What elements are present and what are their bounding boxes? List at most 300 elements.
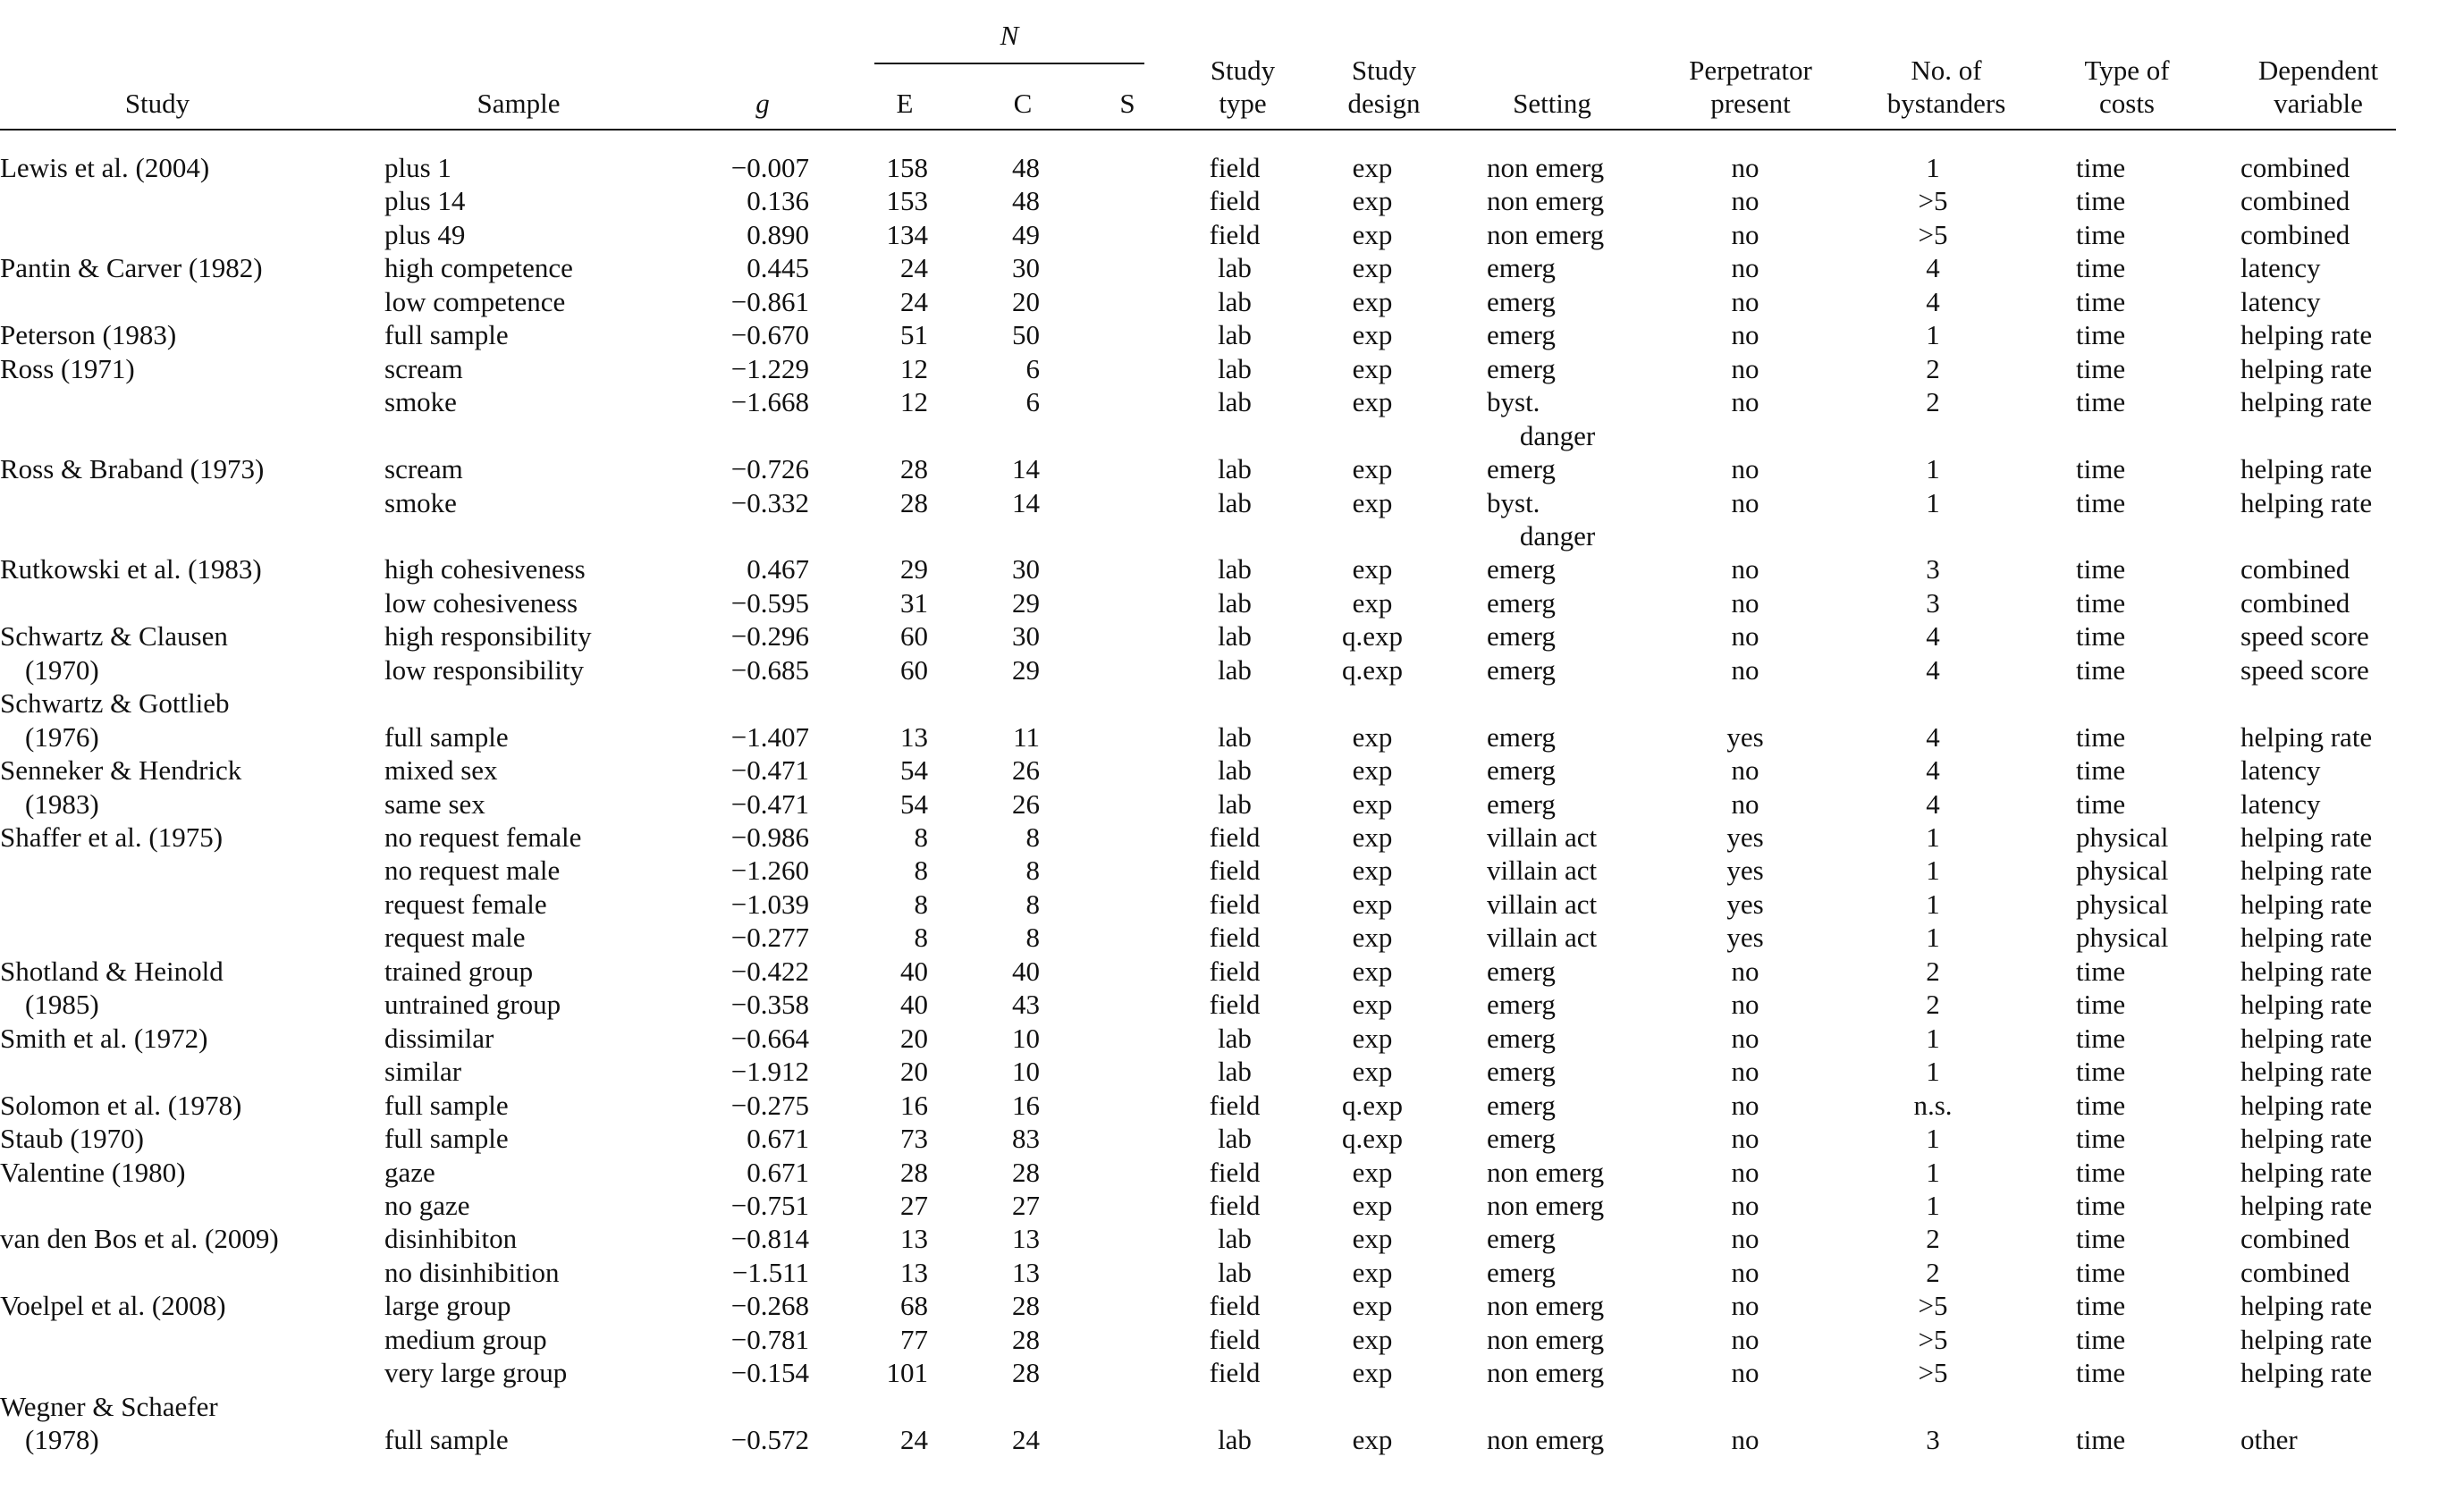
cell-e: 12: [900, 386, 928, 417]
cell-costs: time: [2076, 152, 2126, 183]
cell-dependent-variable: helping rate: [2240, 1123, 2373, 1154]
cell-study-design: exp: [1352, 721, 1393, 753]
cell-sample: same sex: [384, 788, 485, 820]
cell-costs: time: [2076, 1023, 2126, 1054]
cell-study-design: exp: [1352, 319, 1393, 350]
cell-dependent-variable: helping rate: [2240, 1324, 2373, 1355]
cell-e: 31: [900, 587, 928, 619]
cell-g: 0.671: [747, 1123, 809, 1154]
cell-perpetrator: no: [1731, 185, 1759, 216]
cell-setting: emerg: [1487, 1257, 1556, 1288]
cell-perpetrator: no: [1731, 1357, 1759, 1388]
cell-e: 153: [886, 185, 928, 216]
cell-study: van den Bos et al. (2009): [0, 1223, 279, 1254]
cell-c: 10: [1012, 1023, 1040, 1054]
cell-e: 20: [900, 1023, 928, 1054]
cell-study-type: lab: [1218, 754, 1252, 786]
cell-setting: emerg: [1487, 353, 1556, 384]
cell-dependent-variable: latency: [2240, 252, 2321, 283]
cell-e: 12: [900, 353, 928, 384]
cell-e: 73: [900, 1123, 928, 1154]
cell-sample: no request male: [384, 855, 561, 886]
cell-perpetrator: no: [1731, 219, 1759, 250]
cell-study: Solomon et al. (1978): [0, 1090, 242, 1121]
cell-study-type: field: [1209, 1290, 1261, 1321]
cell-study-design: exp: [1352, 553, 1393, 585]
cell-perpetrator: no: [1731, 487, 1759, 518]
cell-sample: high competence: [384, 252, 573, 283]
cell-e: 8: [914, 821, 928, 853]
cell-study-design: exp: [1352, 821, 1393, 853]
cell-study-type: lab: [1218, 286, 1252, 317]
cell-costs: time: [2076, 788, 2126, 820]
cell-study: Voelpel et al. (2008): [0, 1290, 226, 1321]
cell-study: Valentine (1980): [0, 1157, 186, 1188]
cell-setting: emerg: [1487, 721, 1556, 753]
cell-dependent-variable: latency: [2240, 286, 2321, 317]
cell-e: 24: [900, 286, 928, 317]
cell-study: Shaffer et al. (1975): [0, 821, 224, 853]
header-bystanders-1: No. of: [1911, 55, 1982, 86]
cell-dependent-variable: helping rate: [2240, 386, 2373, 417]
cell-study: Ross & Braband (1973): [0, 453, 265, 484]
cell-sample: high responsibility: [384, 620, 592, 652]
cell-study: (1976): [25, 721, 99, 753]
cell-dependent-variable: helping rate: [2240, 821, 2373, 853]
cell-perpetrator: no: [1731, 1123, 1759, 1154]
cell-g: −0.670: [730, 319, 809, 350]
cell-c: 43: [1012, 989, 1040, 1020]
cell-study-design: exp: [1352, 453, 1393, 484]
cell-e: 68: [900, 1290, 928, 1321]
cell-study-design: exp: [1352, 1056, 1393, 1087]
cell-dependent-variable: helping rate: [2240, 487, 2373, 518]
cell-study-design: exp: [1352, 788, 1393, 820]
cell-study-design: exp: [1352, 1157, 1393, 1188]
cell-perpetrator: no: [1731, 1056, 1759, 1087]
cell-e: 28: [900, 453, 928, 484]
cell-setting: non emerg: [1487, 185, 1605, 216]
header-g: g: [755, 88, 770, 119]
cell-study-type: field: [1209, 888, 1261, 920]
cell-costs: time: [2076, 1324, 2126, 1355]
cell-g: 0.467: [747, 553, 809, 585]
cell-c: 26: [1012, 788, 1040, 820]
cell-sample: full sample: [384, 1424, 509, 1455]
cell-bystanders: >5: [1918, 185, 1948, 216]
cell-c: 50: [1012, 319, 1040, 350]
cell-g: −0.595: [730, 587, 809, 619]
cell-c: 28: [1012, 1357, 1040, 1388]
cell-setting: non emerg: [1487, 1324, 1605, 1355]
cell-setting: emerg: [1487, 1023, 1556, 1054]
cell-study-type: field: [1209, 1324, 1261, 1355]
cell-sample: disinhibiton: [384, 1223, 518, 1254]
cell-bystanders: 4: [1926, 252, 1940, 283]
cell-study-design: exp: [1352, 1190, 1393, 1221]
cell-e: 8: [914, 888, 928, 920]
cell-g: −1.229: [730, 353, 809, 384]
cell-setting: emerg: [1487, 754, 1556, 786]
cell-dependent-variable: latency: [2240, 788, 2321, 820]
cell-study-type: field: [1209, 1357, 1261, 1388]
cell-dependent-variable: helping rate: [2240, 319, 2373, 350]
cell-study-type: field: [1209, 1090, 1261, 1121]
cell-study-design: exp: [1352, 956, 1393, 987]
cell-study-design: exp: [1352, 1424, 1393, 1455]
cell-study: (1983): [25, 788, 99, 820]
cell-sample: full sample: [384, 319, 509, 350]
cell-sample: smoke: [384, 386, 457, 417]
cell-costs: time: [2076, 1090, 2126, 1121]
cell-perpetrator: no: [1731, 620, 1759, 652]
cell-e: 60: [900, 654, 928, 686]
cell-c: 30: [1012, 553, 1040, 585]
cell-bystanders: 1: [1926, 922, 1940, 953]
cell-costs: time: [2076, 1257, 2126, 1288]
cell-bystanders: 4: [1926, 286, 1940, 317]
cell-setting: emerg: [1487, 252, 1556, 283]
cell-costs: time: [2076, 386, 2126, 417]
cell-costs: time: [2076, 956, 2126, 987]
header-perpetrator-1: Perpetrator: [1689, 55, 1812, 86]
cell-e: 158: [886, 152, 928, 183]
cell-sample: no disinhibition: [384, 1257, 560, 1288]
cell-sample: request male: [384, 922, 526, 953]
cell-g: −1.511: [731, 1257, 809, 1288]
cell-bystanders: 2: [1926, 956, 1940, 987]
cell-g: −0.814: [730, 1223, 809, 1254]
cell-sample: gaze: [384, 1157, 435, 1188]
cell-dependent-variable: combined: [2240, 1257, 2350, 1288]
cell-e: 24: [900, 1424, 928, 1455]
cell-dependent-variable: combined: [2240, 587, 2350, 619]
cell-setting: villain act: [1487, 922, 1598, 953]
cell-perpetrator: no: [1731, 1157, 1759, 1188]
header-setting: Setting: [1513, 88, 1591, 119]
cell-costs: time: [2076, 319, 2126, 350]
cell-bystanders: 1: [1926, 1157, 1940, 1188]
cell-dependent-variable: helping rate: [2240, 721, 2373, 753]
cell-bystanders: 4: [1926, 788, 1940, 820]
header-s: S: [1119, 88, 1135, 119]
cell-study-type: field: [1209, 1157, 1261, 1188]
cell-dependent-variable: combined: [2240, 185, 2350, 216]
cell-study: Schwartz & Clausen: [0, 620, 228, 652]
cell-c: 14: [1012, 487, 1040, 518]
cell-c: 26: [1012, 754, 1040, 786]
cell-study-type: lab: [1218, 788, 1252, 820]
cell-study-type: lab: [1218, 1223, 1252, 1254]
cell-study-type: lab: [1218, 620, 1252, 652]
cell-costs: time: [2076, 185, 2126, 216]
cell-study: Lewis et al. (2004): [0, 152, 210, 183]
cell-costs: time: [2076, 1190, 2126, 1221]
cell-perpetrator: no: [1731, 252, 1759, 283]
cell-study: Smith et al. (1972): [0, 1023, 208, 1054]
cell-g: −1.260: [730, 855, 809, 886]
cell-c: 48: [1012, 185, 1040, 216]
cell-study-type: field: [1209, 219, 1261, 250]
cell-sample: no request female: [384, 821, 582, 853]
cell-study-design: q.exp: [1341, 1090, 1404, 1121]
cell-study-design: exp: [1352, 587, 1393, 619]
cell-sample: very large group: [384, 1357, 568, 1388]
cell-e: 54: [900, 788, 928, 820]
cell-study: Staub (1970): [0, 1123, 145, 1154]
cell-costs: time: [2076, 754, 2126, 786]
cell-perpetrator: no: [1731, 1190, 1759, 1221]
cell-study-design: exp: [1352, 1324, 1393, 1355]
cell-costs: physical: [2076, 821, 2169, 853]
cell-sample: plus 14: [384, 185, 466, 216]
cell-e: 29: [900, 553, 928, 585]
cell-c: 29: [1012, 587, 1040, 619]
cell-study-type: lab: [1218, 1424, 1252, 1455]
cell-e: 60: [900, 620, 928, 652]
cell-perpetrator: no: [1731, 286, 1759, 317]
cell-g: −0.332: [730, 487, 809, 518]
cell-dependent-variable: speed score: [2240, 654, 2369, 686]
cell-c: 13: [1012, 1223, 1040, 1254]
header-dv-2: variable: [2274, 88, 2363, 119]
cell-study-type: lab: [1218, 319, 1252, 350]
cell-bystanders: 3: [1926, 1424, 1940, 1455]
cell-sample: low competence: [384, 286, 566, 317]
cell-perpetrator: no: [1731, 553, 1759, 585]
cell-e: 51: [900, 319, 928, 350]
cell-g: −0.358: [730, 989, 809, 1020]
header-costs-2: costs: [2099, 88, 2155, 119]
cell-costs: time: [2076, 654, 2126, 686]
header-dv-1: Dependent: [2257, 55, 2379, 86]
cell-g: −0.781: [730, 1324, 809, 1355]
cell-sample: high cohesiveness: [384, 553, 586, 585]
cell-c: 27: [1012, 1190, 1040, 1221]
cell-e: 24: [900, 252, 928, 283]
cell-study-type: field: [1209, 956, 1261, 987]
cell-dependent-variable: combined: [2240, 1223, 2350, 1254]
cell-bystanders: 1: [1926, 888, 1940, 920]
cell-setting: emerg: [1487, 989, 1556, 1020]
cell-c: 16: [1012, 1090, 1040, 1121]
cell-e: 28: [900, 487, 928, 518]
cell-c: 8: [1025, 855, 1040, 886]
cell-costs: time: [2076, 553, 2126, 585]
cell-g: −1.668: [730, 386, 809, 417]
cell-sample: full sample: [384, 721, 509, 753]
cell-perpetrator: no: [1731, 754, 1759, 786]
cell-sample: scream: [384, 353, 463, 384]
cell-costs: time: [2076, 620, 2126, 652]
header-rule: [0, 129, 2396, 131]
cell-study-design: exp: [1352, 1223, 1393, 1254]
cell-dependent-variable: helping rate: [2240, 989, 2373, 1020]
cell-perpetrator: yes: [1726, 888, 1764, 920]
cell-bystanders: 4: [1926, 721, 1940, 753]
header-study-type-1: Study: [1210, 55, 1276, 86]
cell-setting: non emerg: [1487, 1290, 1605, 1321]
cell-study-design: exp: [1352, 353, 1393, 384]
cell-e: 20: [900, 1056, 928, 1087]
cell-g: −0.296: [730, 620, 809, 652]
cell-g: −0.471: [730, 754, 809, 786]
cell-setting: emerg: [1487, 1090, 1556, 1121]
cell-study-type: lab: [1218, 453, 1252, 484]
cell-setting: emerg: [1487, 286, 1556, 317]
cell-perpetrator: no: [1731, 587, 1759, 619]
header-c: C: [1013, 88, 1033, 119]
cell-study: Pantin & Carver (1982): [0, 252, 263, 283]
cell-study-design: exp: [1352, 286, 1393, 317]
cell-perpetrator: yes: [1726, 821, 1764, 853]
cell-sample: mixed sex: [384, 754, 498, 786]
cell-c: 49: [1012, 219, 1040, 250]
cell-perpetrator: no: [1731, 1424, 1759, 1455]
cell-study-design: q.exp: [1341, 654, 1404, 686]
cell-setting: emerg: [1487, 620, 1556, 652]
cell-study: (1985): [25, 989, 99, 1020]
cell-e: 27: [900, 1190, 928, 1221]
cell-perpetrator: no: [1731, 386, 1759, 417]
cell-bystanders: 2: [1926, 1223, 1940, 1254]
cell-g: −0.277: [730, 922, 809, 953]
cell-sample: large group: [384, 1290, 511, 1321]
header-study-design-1: Study: [1351, 55, 1417, 86]
cell-c: 6: [1025, 386, 1040, 417]
cell-g: −0.572: [730, 1424, 809, 1455]
cell-g: −0.268: [730, 1290, 809, 1321]
cell-sample: low cohesiveness: [384, 587, 578, 619]
cell-setting: emerg: [1487, 587, 1556, 619]
cell-study: (1970): [25, 654, 99, 686]
cell-c: 48: [1012, 152, 1040, 183]
cell-c: 20: [1012, 286, 1040, 317]
header-bystanders-2: bystanders: [1886, 88, 2006, 119]
cell-study-type: lab: [1218, 353, 1252, 384]
cell-bystanders: 1: [1926, 1123, 1940, 1154]
cell-g: −1.912: [730, 1056, 809, 1087]
cell-c: 28: [1012, 1290, 1040, 1321]
cell-study-design: exp: [1352, 754, 1393, 786]
cell-perpetrator: no: [1731, 989, 1759, 1020]
cell-study-design: exp: [1352, 888, 1393, 920]
cell-costs: time: [2076, 252, 2126, 283]
cell-dependent-variable: helping rate: [2240, 353, 2373, 384]
cell-bystanders: 3: [1926, 587, 1940, 619]
header-e: E: [896, 88, 914, 119]
cell-c: 40: [1012, 956, 1040, 987]
cell-perpetrator: no: [1731, 788, 1759, 820]
cell-costs: physical: [2076, 922, 2169, 953]
header-costs-1: Type of: [2084, 55, 2170, 86]
cell-bystanders: 4: [1926, 620, 1940, 652]
cell-study: Peterson (1983): [0, 319, 177, 350]
cell-costs: time: [2076, 353, 2126, 384]
cell-study-design: exp: [1352, 1257, 1393, 1288]
cell-costs: time: [2076, 587, 2126, 619]
cell-bystanders: >5: [1918, 1324, 1948, 1355]
cell-dependent-variable: helping rate: [2240, 1090, 2373, 1121]
cell-dependent-variable: helping rate: [2240, 1157, 2373, 1188]
cell-bystanders: >5: [1918, 1357, 1948, 1388]
cell-study-design: exp: [1352, 219, 1393, 250]
cell-study-design: q.exp: [1341, 1123, 1404, 1154]
cell-e: 8: [914, 922, 928, 953]
cell-e: 13: [900, 1257, 928, 1288]
cell-setting: emerg: [1487, 1223, 1556, 1254]
cell-dependent-variable: latency: [2240, 754, 2321, 786]
cell-bystanders: 1: [1926, 1056, 1940, 1087]
cell-e: 40: [900, 989, 928, 1020]
cell-study-type: field: [1209, 855, 1261, 886]
cell-bystanders: 4: [1926, 654, 1940, 686]
cell-setting: non emerg: [1487, 152, 1605, 183]
header-sample: Sample: [477, 88, 561, 119]
cell-dependent-variable: helping rate: [2240, 888, 2373, 920]
cell-study-design: exp: [1352, 252, 1393, 283]
cell-costs: time: [2076, 989, 2126, 1020]
cell-study-design: exp: [1352, 1023, 1393, 1054]
cell-c: 83: [1012, 1123, 1040, 1154]
header-n: N: [1000, 20, 1019, 51]
cell-dependent-variable: other: [2240, 1424, 2298, 1455]
cell-setting: byst.: [1487, 386, 1540, 417]
cell-dependent-variable: speed score: [2240, 620, 2369, 652]
cell-setting: villain act: [1487, 888, 1598, 920]
cell-costs: time: [2076, 219, 2126, 250]
cell-study-design: exp: [1352, 855, 1393, 886]
cell-dependent-variable: helping rate: [2240, 1290, 2373, 1321]
cell-setting: non emerg: [1487, 1357, 1605, 1388]
cell-dependent-variable: combined: [2240, 152, 2350, 183]
header-study: Study: [124, 88, 190, 119]
cell-dependent-variable: helping rate: [2240, 1056, 2373, 1087]
cell-g: 0.136: [747, 185, 809, 216]
cell-e: 101: [886, 1357, 928, 1388]
cell-sample: similar: [384, 1056, 462, 1087]
cell-study-type: lab: [1218, 1123, 1252, 1154]
cell-setting: non emerg: [1487, 1190, 1605, 1221]
cell-c: 13: [1012, 1257, 1040, 1288]
cell-study: Ross (1971): [0, 353, 135, 384]
cell-e: 134: [886, 219, 928, 250]
cell-costs: time: [2076, 1357, 2126, 1388]
cell-e: 8: [914, 855, 928, 886]
cell-study-design: exp: [1352, 185, 1393, 216]
cell-study: (1978): [25, 1424, 99, 1455]
cell-study-type: lab: [1218, 1056, 1252, 1087]
cell-setting: non emerg: [1487, 1424, 1605, 1455]
cell-bystanders: >5: [1918, 1290, 1948, 1321]
cell-study-design: exp: [1352, 487, 1393, 518]
cell-e: 77: [900, 1324, 928, 1355]
cell-bystanders: 1: [1926, 821, 1940, 853]
cell-costs: time: [2076, 1123, 2126, 1154]
cell-perpetrator: yes: [1726, 721, 1764, 753]
cell-dependent-variable: helping rate: [2240, 956, 2373, 987]
cell-perpetrator: no: [1731, 1223, 1759, 1254]
cell-g: −0.685: [730, 654, 809, 686]
cell-sample: medium group: [384, 1324, 547, 1355]
cell-setting: emerg: [1487, 654, 1556, 686]
cell-e: 28: [900, 1157, 928, 1188]
cell-c: 29: [1012, 654, 1040, 686]
cell-bystanders: 3: [1926, 553, 1940, 585]
cell-study-type: lab: [1218, 252, 1252, 283]
cell-sample: dissimilar: [384, 1023, 494, 1054]
cell-study-type: lab: [1218, 1023, 1252, 1054]
